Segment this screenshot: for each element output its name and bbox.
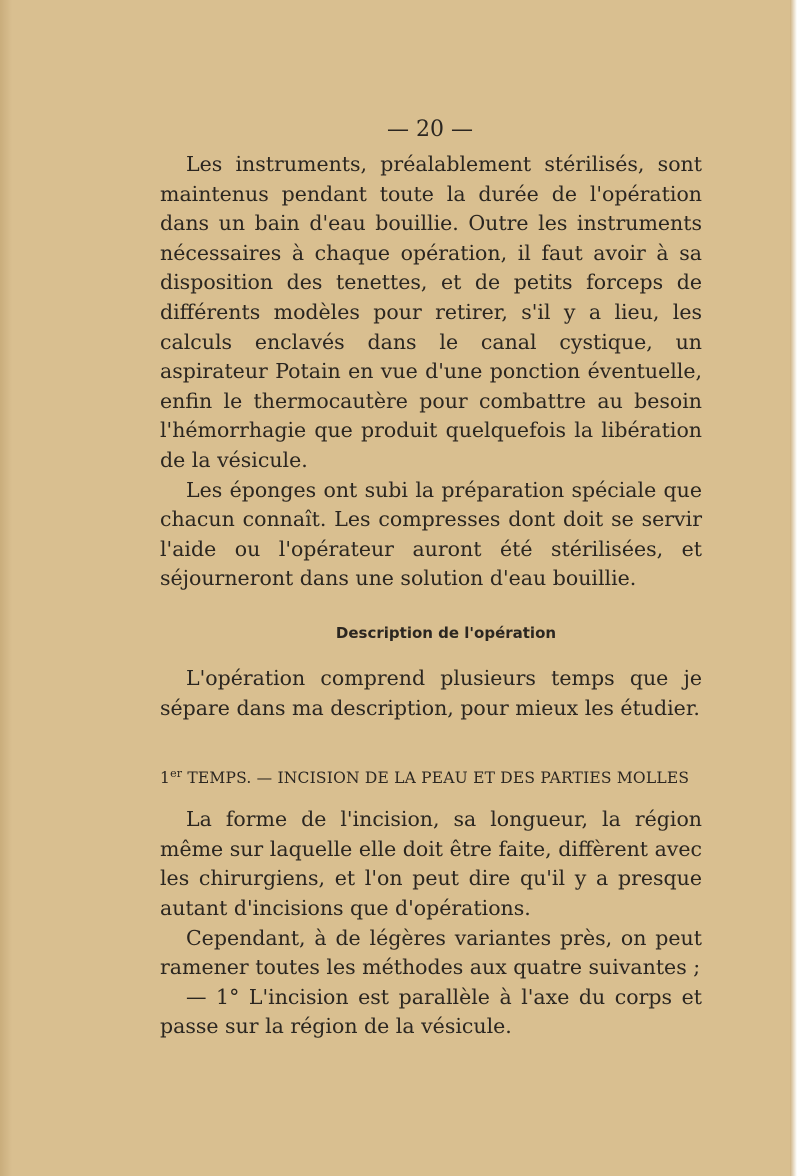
subheading-ordinal-suffix: er xyxy=(170,767,183,781)
paragraph-incision-methodes: Cependant, à de légères variantes près, on peut ramener toutes les méthodes aux quatre suivantes ; xyxy=(160,925,702,980)
paragraph-instruments: Les instruments, préalablement stérilisés, sont maintenus pendant toute la durée de l'opération dans un bain d'eau bouillie. Outre les instruments nécessaires à chaque opération, il faut avoir à sa disposition des tenettes, et de petits forceps de différents modèles pour retirer, s'il y a lieu, les calculs enclavés dans le canal cystique, un aspirateur Potain en vue d'une ponction éventuelle, enfin le thermocautère pour combattre au besoin l'hémorrhagie que produit quelquefois la libération de la vésicule. xyxy=(160,152,702,472)
paragraph-operation-intro: L'opération comprend plusieurs temps que je sépare dans ma description, pour mieux les étudier. xyxy=(160,665,702,720)
section-heading: Description de l'opération xyxy=(335,623,557,642)
page-number: — 20 — xyxy=(387,117,473,142)
subheading-first-step xyxy=(160,767,702,787)
paragraph-incision-forme: La forme de l'incision, sa longueur, la région même sur laquelle elle doit être faite, diffèrent avec les chirurgiens, et l'on peut dire qu'il y a presque autant d'incisions que d'opérations. xyxy=(160,807,702,921)
page-body xyxy=(160,150,702,1042)
paragraph-eponges: Les éponges ont subi la préparation spéciale que chacun connaît. Les compresses dont doit se servir l'aide ou l'opérateur auront été stérilisées, et séjourneront dans une solution d'eau bouillie. xyxy=(160,477,702,591)
paragraph-incision-1: — 1° L'incision est parallèle à l'axe du corps et passe sur la région de la vésicule. xyxy=(160,984,702,1039)
subheading-text: TEMPS. — INCISION DE LA PEAU ET DES PARTIES MOLLES xyxy=(182,769,690,788)
subheading-ordinal: 1 xyxy=(160,769,171,788)
